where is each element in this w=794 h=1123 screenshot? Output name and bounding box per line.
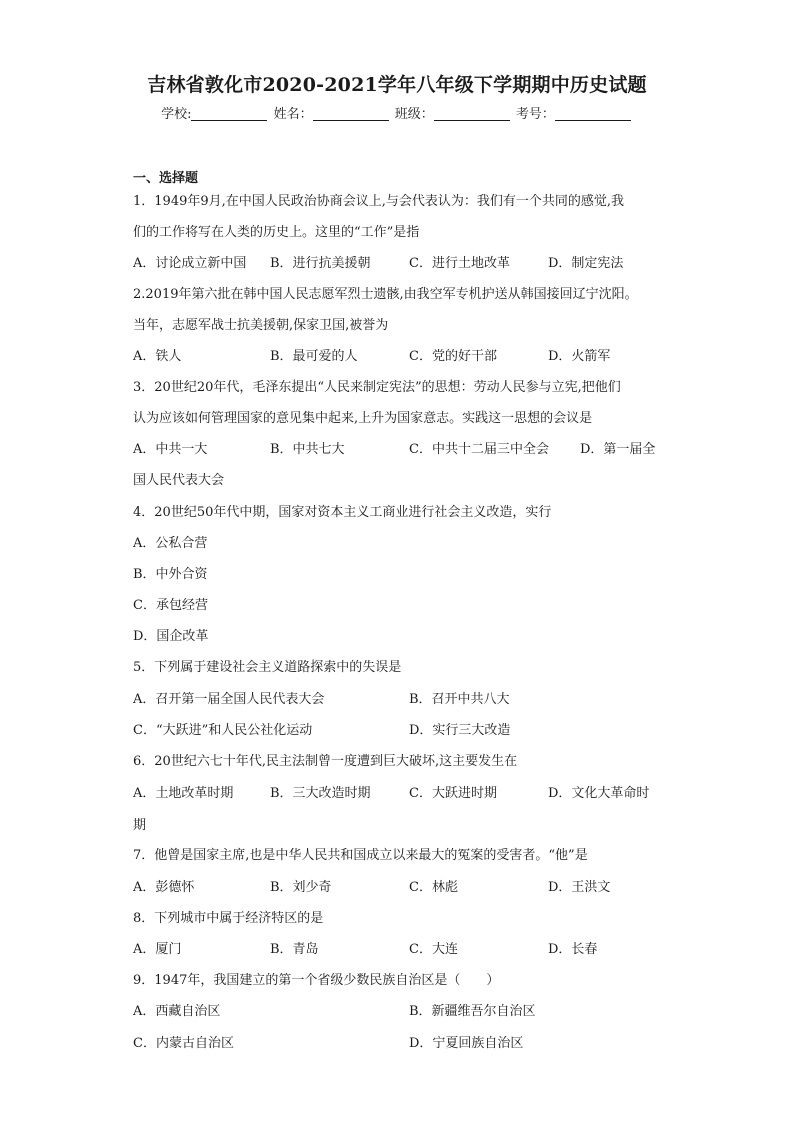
q7-option-d[interactable]: D．王洪文 <box>548 880 611 895</box>
q3-option-b[interactable]: B．中共七大 <box>270 442 345 457</box>
q7-option-a[interactable]: A．彭德怀 <box>133 880 195 895</box>
q1-option-d[interactable]: D．制定宪法 <box>548 256 624 271</box>
q2-option-a[interactable]: A．铁人 <box>133 349 182 364</box>
school-label: 学校: <box>161 107 192 122</box>
q8-option-c[interactable]: C．大连 <box>409 942 458 957</box>
q8-stem-line1: 8．下列城市中属于经济特区的是 <box>133 911 324 926</box>
q7-stem-line1: 7．他曾是国家主席,也是中华人民共和国成立以来最大的冤案的受害者。“他”是 <box>133 848 588 863</box>
q2-option-b[interactable]: B．最可爱的人 <box>270 349 358 364</box>
q9-option-d[interactable]: D．宁夏回族自治区 <box>409 1036 524 1051</box>
q6-option-d[interactable]: D．文化大革命时 <box>548 786 650 801</box>
school-blank[interactable] <box>191 106 267 121</box>
q1-option-c[interactable]: C．进行土地改革 <box>409 256 510 271</box>
q2-option-c[interactable]: C．党的好干部 <box>409 349 497 364</box>
q9-option-c[interactable]: C．内蒙古自治区 <box>133 1036 234 1051</box>
q6-option-c[interactable]: C．大跃进时期 <box>409 786 497 801</box>
q8-option-a[interactable]: A．厦门 <box>133 942 182 957</box>
q4-option-c[interactable]: C．承包经营 <box>133 598 208 613</box>
q1-option-a[interactable]: A．讨论成立新中国 <box>133 256 247 271</box>
q6-option-b[interactable]: B．三大改造时期 <box>270 786 371 801</box>
page-title: 吉林省敦化市2020-2021学年八年级下学期期中历史试题 <box>147 74 647 96</box>
q3-option-d[interactable]: D．第一届全 <box>580 442 656 457</box>
q8-option-b[interactable]: B．青岛 <box>270 942 319 957</box>
q2-stem-line1: 2.2019年第六批在韩中国人民志愿军烈士遗骸,由我空军专机护送从韩国接回辽宁沈阳。 <box>133 287 638 302</box>
q9-option-a[interactable]: A．西藏自治区 <box>133 1004 221 1019</box>
q5-option-c[interactable]: C．“大跃进”和人民公社化运动 <box>133 723 313 738</box>
q3-stem-line2: 认为应该如何管理国家的意见集中起来,上升为国家意志。实践这一思想的会议是 <box>133 411 593 426</box>
q6-option-a[interactable]: A．土地改革时期 <box>133 786 234 801</box>
q5-option-a[interactable]: A．召开第一届全国人民代表大会 <box>133 692 325 707</box>
q1-stem-line2: 们的工作将写在人类的历史上。这里的“工作”是指 <box>133 225 420 240</box>
q4-option-d[interactable]: D．国企改革 <box>133 629 209 644</box>
q3-option-c[interactable]: C．中共十二届三中全会 <box>409 442 549 457</box>
q4-option-a[interactable]: A．公私合营 <box>133 536 208 551</box>
student-info-line <box>0 103 794 122</box>
q2-stem-line2: 当年，志愿军战士抗美援朝,保家卫国,被誉为 <box>133 318 389 333</box>
name-blank[interactable] <box>313 106 389 121</box>
exam-no-blank[interactable] <box>555 106 631 121</box>
name-label: 姓名： <box>273 107 313 122</box>
section-heading: 一、选择题 <box>133 171 199 186</box>
q6-option-d-continued: 期 <box>133 818 147 833</box>
q9-option-b[interactable]: B．新疆维吾尔自治区 <box>409 1004 536 1019</box>
q1-stem-line1: 1．1949年9月,在中国人民政治协商会议上,与会代表认为：我们有一个共同的感觉,我 <box>133 194 625 209</box>
exam-no-label: 考号： <box>515 107 555 122</box>
class-blank[interactable] <box>434 106 510 121</box>
q2-option-d[interactable]: D．火箭军 <box>548 349 611 364</box>
class-label: 班级： <box>394 107 434 122</box>
q5-option-d[interactable]: D．实行三大改造 <box>409 723 511 738</box>
q3-option-a[interactable]: A．中共一大 <box>133 442 208 457</box>
q7-option-c[interactable]: C．林彪 <box>409 880 458 895</box>
q8-option-d[interactable]: D．长春 <box>548 942 598 957</box>
q5-stem-line1: 5．下列属于建设社会主义道路探索中的失误是 <box>133 660 402 675</box>
q4-stem-line1: 4．20世纪50年代中期，国家对资本主义工商业进行社会主义改造，实行 <box>133 505 552 520</box>
q5-option-b[interactable]: B．召开中共八大 <box>409 692 510 707</box>
q1-option-b[interactable]: B．进行抗美援朝 <box>270 256 371 271</box>
q3-option-d-continued: 国人民代表大会 <box>133 473 225 488</box>
q3-stem-line1: 3．20世纪20年代，毛泽东提出“人民来制定宪法”的思想：劳动人民参与立宪,把他们 <box>133 380 621 395</box>
q4-option-b[interactable]: B．中外合资 <box>133 567 208 582</box>
q6-stem-line1: 6．20世纪六七十年代,民主法制曾一度遭到巨大破坏,这主要发生在 <box>133 754 518 769</box>
q9-stem-line1: 9．1947年，我国建立的第一个省级少数民族自治区是（ ） <box>133 973 500 988</box>
q7-option-b[interactable]: B．刘少奇 <box>270 880 332 895</box>
